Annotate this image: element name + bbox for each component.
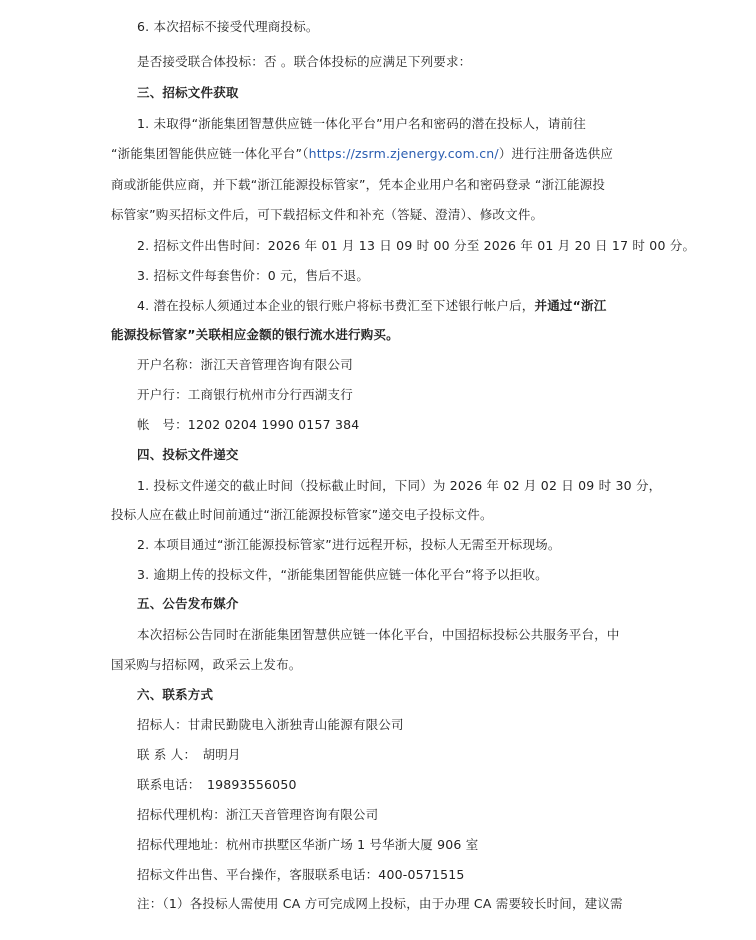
text-line: 开户行：工商银行杭州市分行西湖支行 <box>137 387 353 402</box>
text-line <box>137 297 606 315</box>
section-heading: 五、公告发布媒介 <box>137 596 239 611</box>
text-line: 3. 逾期上传的投标文件，“浙能集团智能供应链一体化平台”将予以拒收。 <box>137 567 548 582</box>
text-line: 开户名称：浙江天音管理咨询有限公司 <box>137 357 353 372</box>
text-line: 1. 投标文件递交的截止时间（投标截止时间，下同）为 2026 年 02 月 02 日 09 时 30 分， <box>137 478 662 493</box>
section-heading: 三、招标文件获取 <box>137 85 239 100</box>
text-line: 注：（1）各投标人需使用 CA 方可完成网上投标，由于办理 CA 需要较长时间，建议需 <box>137 896 623 911</box>
text-line: 是否接受联合体投标：否 。联合体投标的应满足下列要求： <box>137 54 472 69</box>
text-line: 本次招标公告同时在浙能集团智慧供应链一体化平台，中国招标投标公共服务平台，中 <box>137 627 620 642</box>
section-heading: 四、投标文件递交 <box>137 447 239 462</box>
bold-text-line: 能源投标管家”关联相应金额的银行流水进行购买。 <box>111 327 399 342</box>
text-line: 招标代理机构：浙江天音管理咨询有限公司 <box>137 807 379 822</box>
text-line: 3. 招标文件每套售价：0 元，售后不退。 <box>137 268 370 283</box>
text-line: 联 系 人： 胡明月 <box>137 747 241 762</box>
text-line: 投标人应在截止时间前通过“浙江能源投标管家”递交电子投标文件。 <box>111 507 493 522</box>
text-line: 招标代理地址：杭州市拱墅区华浙广场 1 号华浙大厦 906 室 <box>137 837 479 852</box>
platform-link[interactable]: https://zsrm.zjenergy.com.cn/ <box>308 146 499 161</box>
text-line: 2. 招标文件出售时间：2026 年 01 月 13 日 09 时 00 分至 2026 年 01 月 20 日 17 时 00 分。 <box>137 238 696 253</box>
text-line: 标管家”购买招标文件后，可下载招标文件和补充（答疑、澄清）、修改文件。 <box>111 207 544 222</box>
text-line: 帐 号：1202 0204 1990 0157 384 <box>137 417 360 432</box>
text-line: 国采购与招标网，政采云上发布。 <box>111 657 302 672</box>
text-line: 1. 未取得“浙能集团智慧供应链一体化平台”用户名和密码的潜在投标人，请前往 <box>137 116 586 131</box>
text-span: 4. 潜在投标人须通过本企业的银行账户将标书费汇至下述银行帐户后， <box>137 298 535 313</box>
bold-text: 并通过“浙江 <box>534 298 607 313</box>
text-span: ）进行注册备选供应 <box>498 146 614 161</box>
text-span: “浙能集团智能供应链一体化平台”（ <box>111 146 309 161</box>
text-line: 6. 本次招标不接受代理商投标。 <box>137 19 319 34</box>
text-line: 招标人：甘肃民勤陇电入浙独青山能源有限公司 <box>137 717 404 732</box>
text-line <box>111 145 613 163</box>
text-line: 商或浙能供应商，并下载“浙江能源投标管家”，凭本企业用户名和密码登录 “浙江能源投 <box>111 177 606 192</box>
section-heading: 六、联系方式 <box>137 687 214 702</box>
text-line: 联系电话： 19893556050 <box>137 777 297 792</box>
text-line: 招标文件出售、平台操作，客服联系电话：400-0571515 <box>137 867 465 882</box>
text-line: 2. 本项目通过“浙江能源投标管家”进行远程开标，投标人无需至开标现场。 <box>137 537 561 552</box>
